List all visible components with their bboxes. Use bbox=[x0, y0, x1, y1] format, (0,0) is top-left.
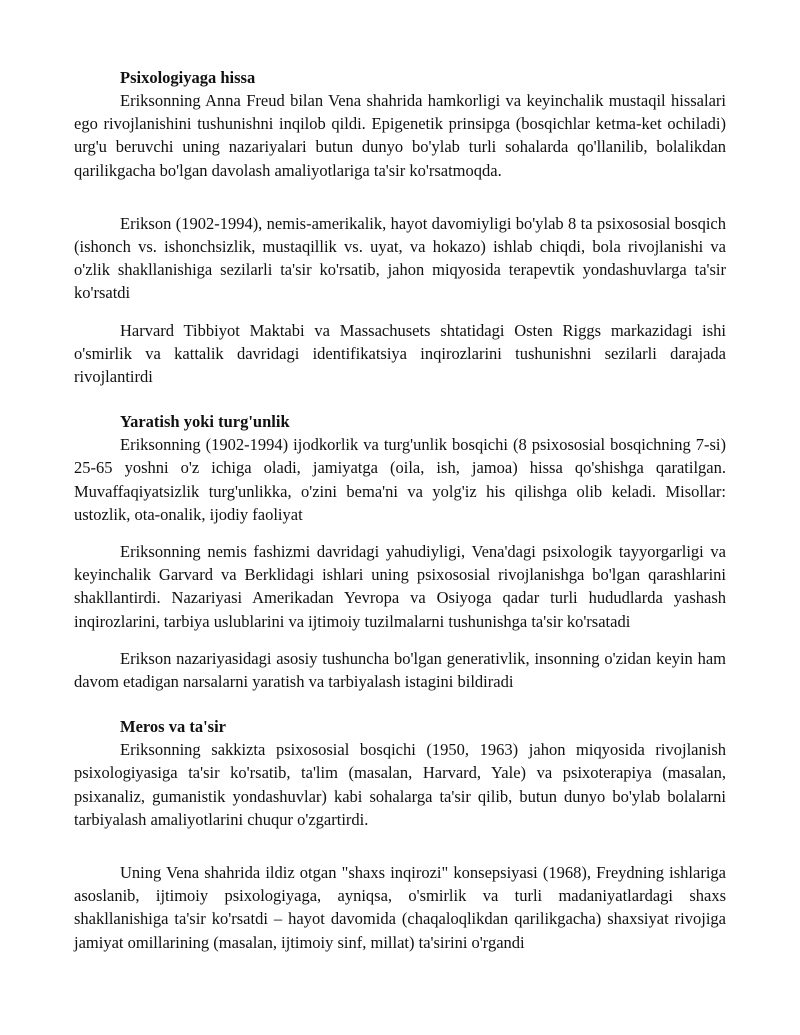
section-heading-generativity: Yaratish yoki turg'unlik bbox=[120, 412, 290, 432]
paragraph: Eriksonning sakkizta psixososial bosqichi (1950, 1963) jahon miqyosida rivojlanish psixologiyasiga ta'sir ko'rsatib, ta'lim (masalan, Harvard, Yale) va psixoterapiya (masalan, psixanaliz, gumanistik yondashuvlar) kabi sohalarga ta'sir qilib, butun dunyo bo'ylab bolalarni tarbiyalash amaliyotlarini chuqur o'zgartirdi. bbox=[74, 740, 726, 829]
document-page bbox=[74, 66, 726, 954]
section-heading-contribution: Psixologiyaga hissa bbox=[120, 68, 256, 87]
paragraph: Eriksonning Anna Freud bilan Vena shahrida hamkorligi va keyinchalik mustaqil hissalari ego rivojlanishini tushunishni inqilob qildi. Epigenetik prinsipga (bosqichlar ketma-ket ochiladi) urg'u beruvchi uning nazariyalari butun dunyo bo'ylab turli sohalarda qo'llanilib, bolalikdan qarilikgacha bo'lgan davolash amaliyotlariga ta'sir ko'rsatmoqda. bbox=[74, 91, 726, 180]
paragraph: Eriksonning (1902-1994) ijodkorlik va turg'unlik bosqichi (8 psixososial bosqichning 7-si) 25-65 yoshni o'z ichiga oladi, jamiyatga (oila, ish, jamoa) hissa qo'shishga qaratilgan. Muvaffaqiyatsizlik turg'unlikka, o'zini bema'ni va yolg'iz his qilishga olib keladi. Misollar: ustozlik, ota-onalik, ijodiy faoliyat bbox=[74, 435, 726, 524]
section-heading-legacy: Meros va ta'sir bbox=[120, 717, 227, 737]
paragraph: Uning Vena shahrida ildiz otgan "shaxs inqirozi" konsepsiyasi (1968), Freydning ishlariga asoslanib, ijtimoiy psixologiyaga, ayniqsa, o'smirlik va turli madaniyatlardagi shaxs shakllanishiga ta'sir ko'rsatdi – hayot davomida (chaqaloqlikdan qarilikgacha) shaxsiyat rivojiga jamiyat omillarining (masalan, ijtimoiy sinf, millat) ta'sirini o'rgandi bbox=[74, 863, 726, 952]
paragraph: Eriksonning nemis fashizmi davridagi yahudiyligi, Vena'dagi psixologik tayyorgarligi va keyinchalik Garvard va Berklidagi ishlari uning psixososial rivojlanishga bo'lgan qarashlarini shakllantirdi. Nazariyasi Amerikadan Yevropa va Osiyoga qadar turli hududlarda yashash inqirozlarini, tarbiya uslublarini va ijtimoiy tuzilmalarni tushunishga ta'sir ko'rsatadi bbox=[74, 542, 726, 631]
paragraph: Erikson nazariyasidagi asosiy tushuncha bo'lgan generativlik, insonning o'zidan keyin ham davom etadigan narsalarni yaratish va tarbiyalash istagini bildiradi bbox=[74, 648, 726, 692]
paragraph: Harvard Tibbiyot Maktabi va Massachusets shtatidagi Osten Riggs markazidagi ishi o'smirlik va kattalik davridagi identifikatsiya inqirozlarini tushunishni sezilarli darajada rivojlantirdi bbox=[74, 320, 726, 387]
paragraph: Erikson (1902-1994), nemis-amerikalik, hayot davomiyligi bo'ylab 8 ta psixososial bosqich (ishonch vs. ishonchsizlik, mustaqillik vs. uyat, va hokazo) ishlab chiqdi, bola rivojlanishi va o'zlik shakllanishiga sezilarli ta'sir ko'rsatib, jahon miqyosida terapevtik yondashuvlarga ta'sir ko'rsatdi bbox=[74, 213, 726, 303]
